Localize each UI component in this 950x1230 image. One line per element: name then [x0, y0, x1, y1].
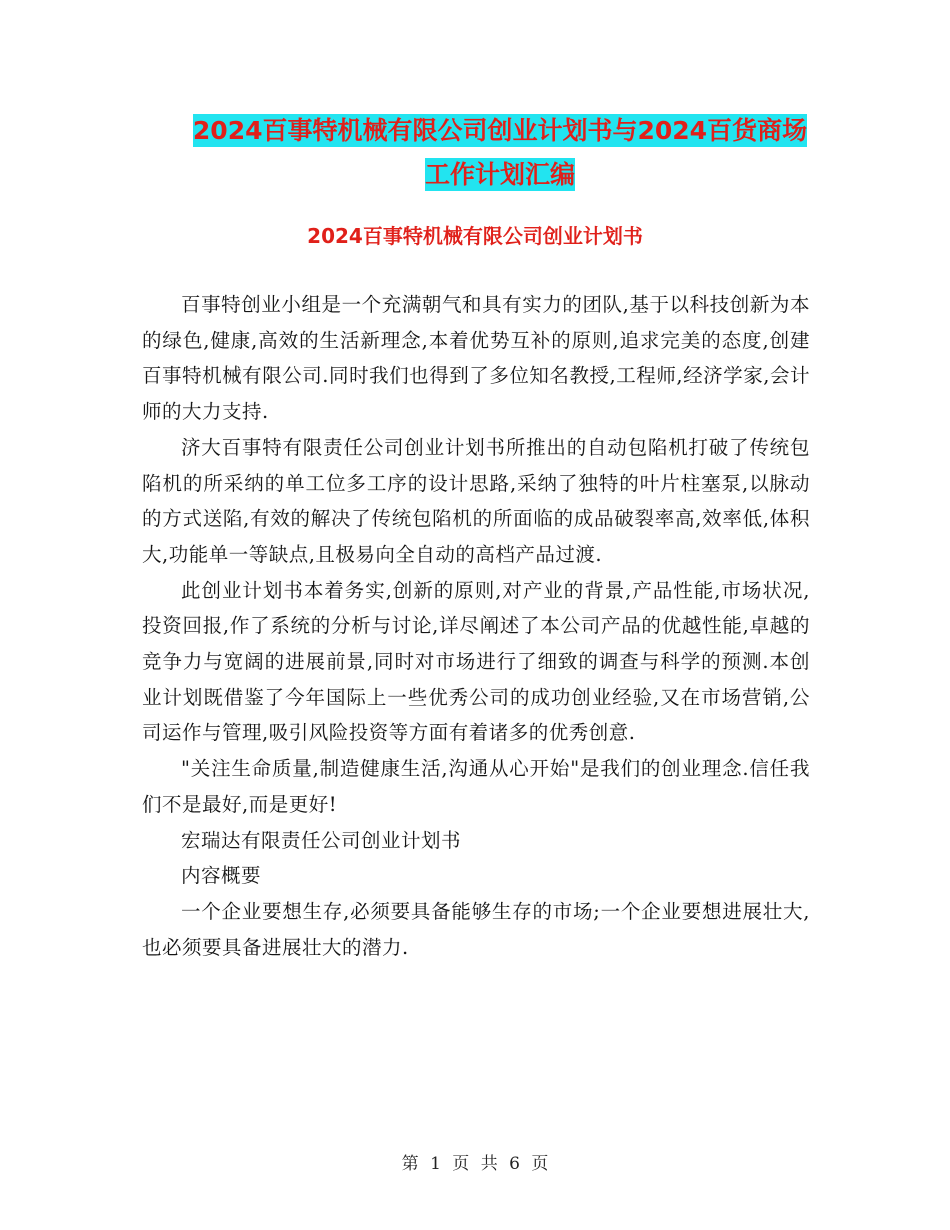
footer-page-number: 1	[430, 1154, 441, 1174]
paragraph-subheading-company: 宏瑞达有限责任公司创业计划书	[181, 828, 462, 852]
paragraph-philosophy: "关注生命质量,制造健康生活,沟通从心开始"是我们的创业理念.信任我们不是最好,而是更好!	[142, 757, 810, 816]
paragraph-subheading-summary: 内容概要	[181, 864, 262, 888]
page-footer	[0, 1152, 950, 1176]
document-title-highlight-2: 工作计划汇编	[424, 160, 575, 189]
footer-total-pages: 6	[509, 1154, 520, 1174]
paragraph-product: 济大百事特有限责任公司创业计划书所推出的自动包陷机打破了传统包陷机的所采纳的单工位多工序的设计思路,采纳了独特的叶片柱塞泵,以脉动的方式送陷,有效的解决了传统包陷机的所面临的成品破裂率高,效率低,体积大,功能单一等缺点,且极易向全自动的高档产品过渡.	[142, 435, 810, 566]
document-title-line-2	[140, 151, 860, 199]
footer-mid: 页	[452, 1154, 470, 1174]
document-title-highlight-1: 2024百事特机械有限公司创业计划书与2024百货商场	[192, 116, 808, 145]
document-title-line-1	[140, 107, 860, 155]
paragraph-intro: 百事特创业小组是一个充满朝气和具有实力的团队,基于以科技创新为本的绿色,健康,高效的生活新理念,本着优势互补的原则,追求完美的态度,创建百事特机械有限公司.同时我们也得到了多位知名教授,工程师,经济学家,会计师的大力支持.	[142, 293, 810, 424]
paragraph-summary: 一个企业要想生存,必须要具备能够生存的市场;一个企业要想进展壮大,也必须要具备进展壮大的潜力.	[142, 899, 810, 959]
paragraph-plan: 此创业计划书本着务实,创新的原则,对产业的背景,产品性能,市场状况,投资回报,作了系统的分析与讨论,详尽阐述了本公司产品的优越性能,卓越的竞争力与宽阔的进展前景,同时对市场进行了细致的调查与科学的预测.本创业计划既借鉴了今年国际上一些优秀公司的成功创业经验,又在市场营销,公司运作与管理,吸引风险投资等方面有着诸多的优秀创意.	[142, 578, 810, 745]
footer-total-prefix: 共	[480, 1154, 498, 1174]
footer-prefix: 第	[401, 1154, 419, 1174]
section-title: 2024百事特机械有限公司创业计划书	[307, 224, 643, 248]
footer-suffix: 页	[531, 1154, 549, 1174]
document-body	[142, 287, 810, 965]
